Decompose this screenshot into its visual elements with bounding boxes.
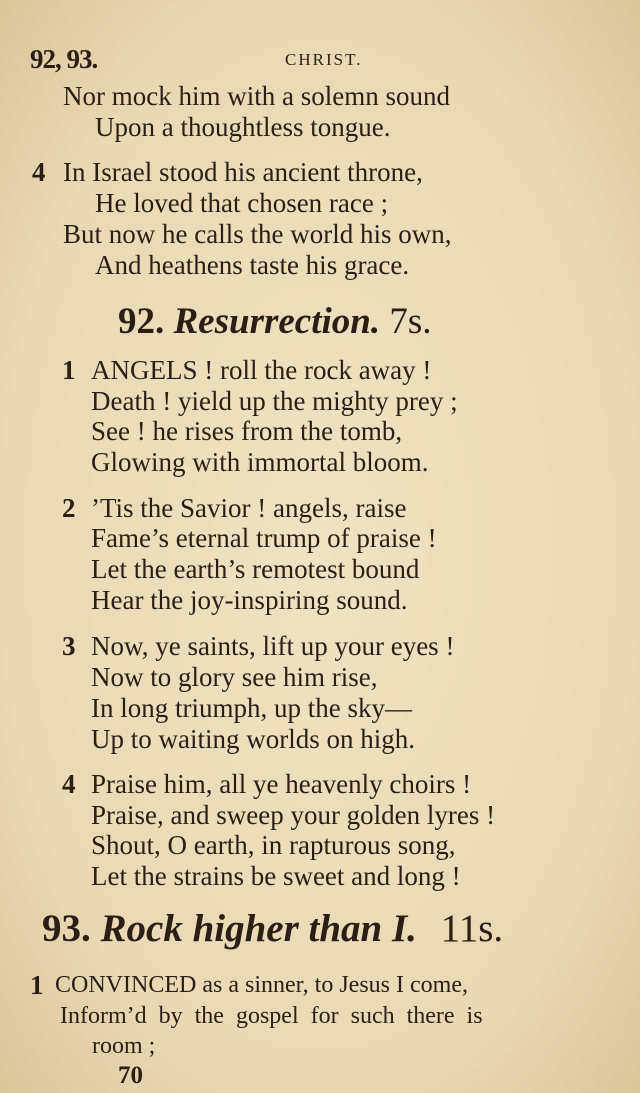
verse-line: ’Tis the Savior ! angels, raise [91,493,407,523]
verse-line: CONVINCED as a sinner, to Jesus I come, [55,972,468,998]
verse-line: Death ! yield up the mighty prey ; [91,386,458,416]
page-number: 70 [118,1062,143,1089]
stanza-number: 4 [62,769,76,799]
verse-line: Upon a thoughtless tongue. [95,112,391,142]
verse-line: Praise him, all ye heavenly choirs ! [91,769,472,799]
verse-line: Now, ye saints, lift up your eyes ! [91,631,455,661]
hymn-meter: 7s. [389,301,432,342]
hymn-meter: 11s. [440,907,504,950]
verse-line: Glowing with immortal bloom. [91,447,429,477]
hymn-name: Rock higher than I. [100,907,417,950]
hymn-name: Resurrection. [173,301,381,342]
verse-line: ANGELS ! roll the rock away ! [91,355,432,385]
verse-line: Now to glory see him rise, [91,662,378,692]
verse-line: Praise, and sweep your golden lyres ! [91,800,496,830]
hymn-number: 93. [42,907,91,950]
verse-line: In long triumph, up the sky— [91,693,412,723]
verse-line: See ! he rises from the tomb, [91,416,403,446]
hymn-title [118,300,432,343]
hymn-number: 92. [118,301,165,342]
stanza-number: 1 [30,970,44,1000]
stanza-number: 3 [62,631,76,661]
verse-line: Inform’d by the gospel for such there is [60,1003,483,1029]
stanza-number: 2 [62,493,76,523]
verse-line: In Israel stood his ancient throne, [63,157,423,187]
verse-line: room ; [92,1033,156,1059]
verse-line: Hear the joy-inspiring sound. [91,585,408,615]
verse-line: Let the strains be sweet and long ! [91,861,461,891]
stanza-number: 4 [32,157,46,187]
running-title: CHRIST. [285,50,363,69]
verse-line: Shout, O earth, in rapturous song, [91,830,456,860]
verse-line: Nor mock him with a solemn sound [63,81,450,111]
verse-line: Up to waiting worlds on high. [91,724,415,754]
hymn-range: 92, 93. [30,44,98,74]
verse-line: Let the earth’s remotest bound [91,554,420,584]
hymn-title [42,906,503,951]
verse-line: Fame’s eternal trump of praise ! [91,523,437,553]
verse-line: And heathens taste his grace. [95,250,410,280]
stanza-number: 1 [62,355,76,385]
verse-line: He loved that chosen race ; [95,188,389,218]
verse-line: But now he calls the world his own, [63,219,452,249]
